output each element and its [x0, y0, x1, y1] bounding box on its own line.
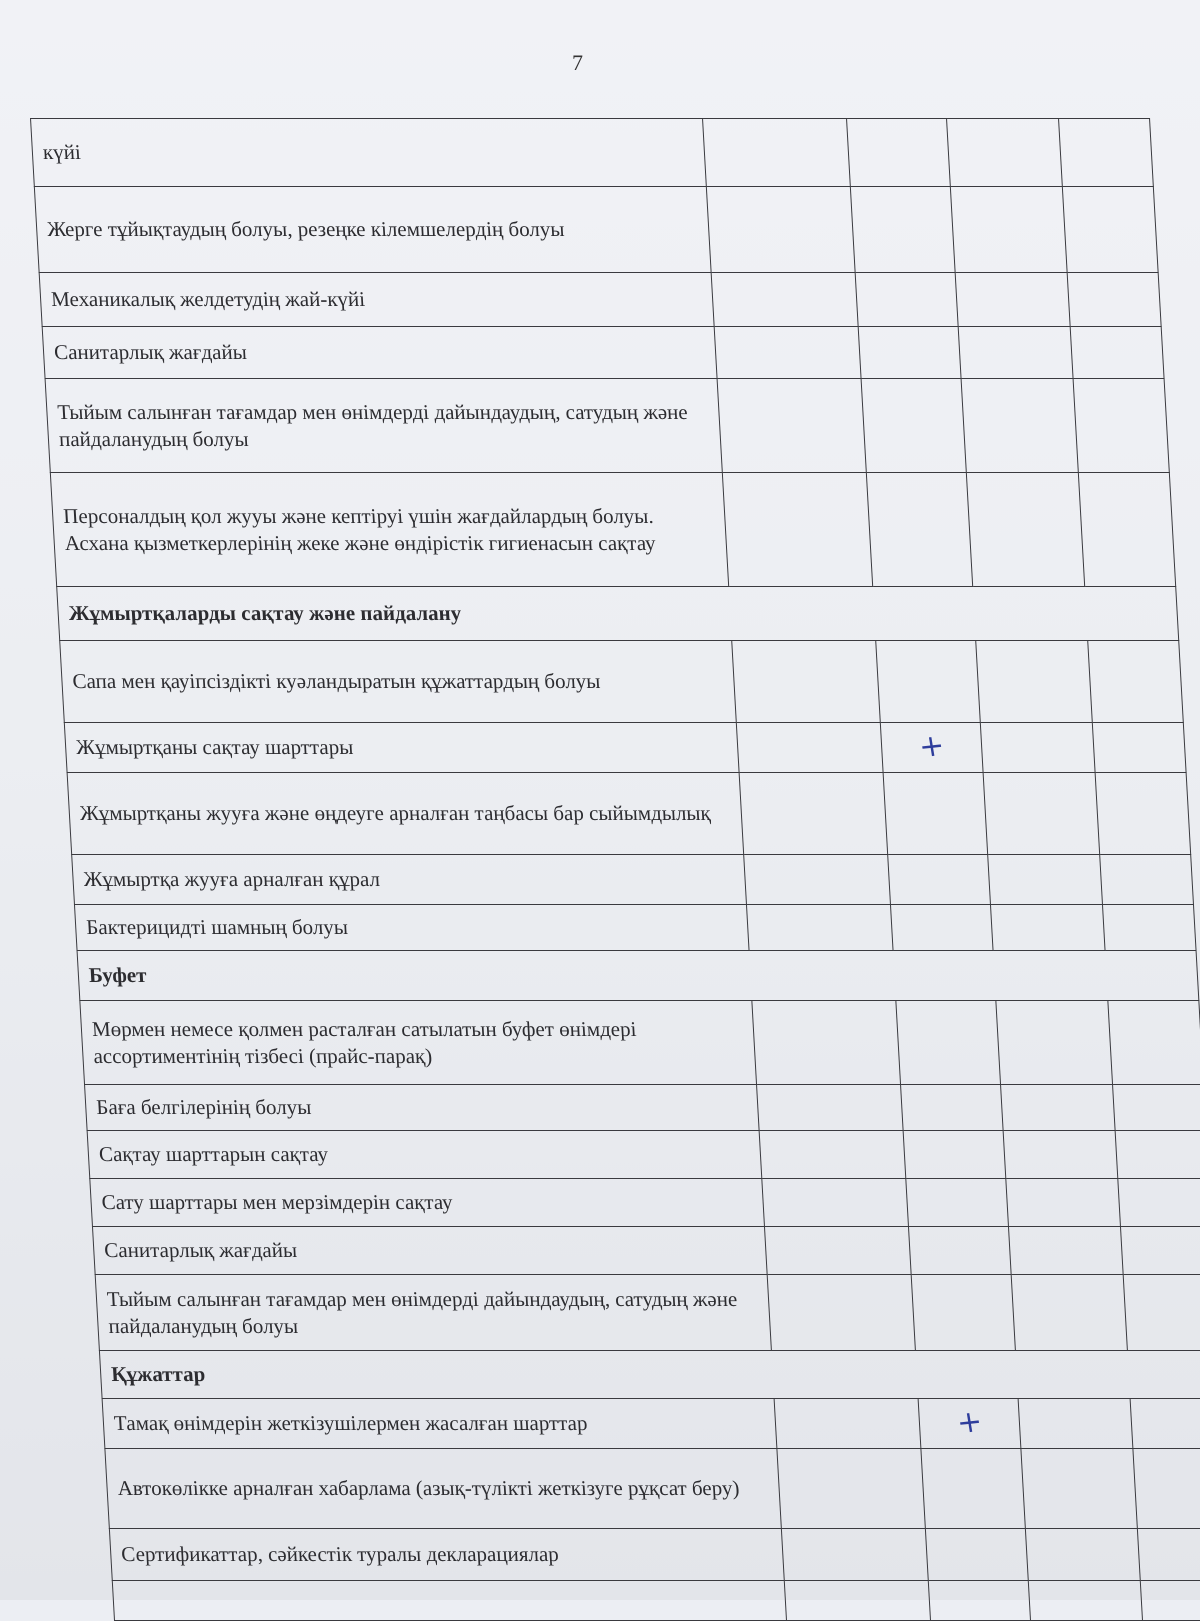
check-cell-3[interactable]	[1004, 1131, 1119, 1179]
check-cell-4[interactable]	[1103, 905, 1196, 951]
check-cell-1[interactable]	[765, 1227, 912, 1275]
check-cell-3[interactable]	[951, 187, 1068, 273]
check-cell-1[interactable]	[757, 1085, 903, 1131]
checklist-sheet	[30, 118, 1200, 1621]
criterion-label: Автокөлікке арналған хабарлама (азық-түлікті жеткізуге рұқсат беру)	[105, 1449, 782, 1529]
table-row	[102, 1399, 1200, 1449]
criterion-label: Бактерицидті шамның болуы	[74, 905, 749, 951]
check-cell-2[interactable]	[855, 273, 958, 327]
section-title: Құжаттар	[99, 1351, 1200, 1399]
check-cell-1[interactable]	[718, 379, 867, 473]
check-cell-3[interactable]	[1019, 1399, 1134, 1449]
criterion-label: Жұмыртқа жууға арналған құрал	[72, 855, 747, 905]
check-cell-4[interactable]	[1121, 1227, 1200, 1275]
check-cell-2[interactable]	[918, 1399, 1021, 1449]
check-cell-1[interactable]	[785, 1581, 931, 1621]
check-cell-4[interactable]	[1113, 1085, 1200, 1131]
table-row	[112, 1581, 1200, 1621]
check-cell-4[interactable]	[1141, 1581, 1200, 1621]
check-cell-4[interactable]	[1100, 855, 1193, 905]
criterion-label	[112, 1581, 787, 1621]
table-row	[109, 1529, 1200, 1581]
criterion-label: күйі	[31, 119, 707, 187]
page-number: 7	[572, 50, 583, 75]
check-cell-4[interactable]	[1095, 773, 1190, 855]
check-cell-3[interactable]	[962, 379, 1079, 473]
criterion-label: Персоналдың қол жууы және кептіруі үшін жағдайлардың болуы. Асхана қызметкерлерінің жеке және өндірістік гигиенасын сақтау	[50, 473, 729, 587]
check-cell-2[interactable]	[926, 1529, 1029, 1581]
criterion-label: Сақтау шарттарын сақтау	[87, 1131, 762, 1179]
check-cell-4[interactable]	[1079, 473, 1176, 587]
table-row	[67, 773, 1191, 855]
check-cell-3[interactable]	[976, 641, 1092, 723]
section-header-row	[57, 587, 1179, 641]
check-cell-3[interactable]	[959, 327, 1074, 379]
check-cell-2[interactable]	[851, 187, 956, 273]
check-cell-3[interactable]	[1026, 1529, 1141, 1581]
check-cell-2[interactable]	[861, 379, 966, 473]
check-cell-1[interactable]	[782, 1529, 929, 1581]
check-cell-2[interactable]	[911, 1275, 1015, 1351]
check-cell-1[interactable]	[762, 1179, 909, 1227]
check-cell-4[interactable]	[1063, 187, 1158, 273]
table-row	[87, 1131, 1200, 1179]
table-row	[105, 1449, 1200, 1529]
table-row	[60, 641, 1184, 723]
criterion-label: Механикалық желдетудің жай-күйі	[39, 273, 714, 327]
table-row	[80, 1001, 1200, 1085]
check-cell-3[interactable]	[1021, 1449, 1137, 1529]
criterion-label: Сертификаттар, сәйкестік туралы декларациялар	[109, 1529, 784, 1581]
check-cell-1[interactable]	[712, 273, 859, 327]
check-cell-2[interactable]	[896, 1001, 1001, 1085]
check-cell-2[interactable]	[888, 855, 991, 905]
check-cell-4[interactable]	[1133, 1449, 1200, 1529]
table-row	[39, 273, 1161, 327]
check-cell-2[interactable]	[906, 1179, 1009, 1227]
check-cell-2[interactable]	[891, 905, 994, 951]
check-cell-2[interactable]	[847, 119, 951, 187]
section-title: Жұмыртқаларды сақтау және пайдалану	[57, 587, 1179, 641]
check-cell-4[interactable]	[1068, 273, 1162, 327]
check-cell-3[interactable]	[1001, 1085, 1115, 1131]
table-row	[95, 1275, 1200, 1351]
section-header-row	[77, 951, 1199, 1001]
check-cell-1[interactable]	[744, 855, 891, 905]
criterion-label: Сату шарттары мен мерзімдерін сақтау	[90, 1179, 765, 1227]
table-row	[45, 379, 1169, 473]
check-cell-1[interactable]	[777, 1449, 925, 1529]
check-cell-3[interactable]	[947, 119, 1063, 187]
check-cell-2[interactable]	[883, 773, 988, 855]
check-cell-1[interactable]	[707, 187, 856, 273]
table-row	[42, 327, 1164, 379]
check-cell-1[interactable]	[752, 1001, 901, 1085]
criterion-label: Жұмыртқаны жууға және өңдеуге арналған таңбасы бар сыйымдылық	[67, 773, 744, 855]
check-cell-3[interactable]	[984, 773, 1100, 855]
check-cell-2[interactable]	[903, 1131, 1006, 1179]
check-cell-2[interactable]	[867, 473, 974, 587]
check-cell-3[interactable]	[1009, 1227, 1124, 1275]
check-cell-4[interactable]	[1059, 119, 1153, 187]
section-title: Буфет	[77, 951, 1199, 1001]
check-cell-1[interactable]	[760, 1131, 907, 1179]
check-cell-4[interactable]	[1138, 1529, 1200, 1581]
criterion-label: Мөрмен немесе қолмен расталған сатылатын буфет өнімдері ассортиментінің тізбесі (прайс-парақ)	[80, 1001, 757, 1085]
check-cell-3[interactable]	[991, 905, 1105, 951]
criterion-label: Жерге тұйықтаудың болуы, резеңке кілемшелердің болуы	[34, 187, 711, 273]
check-cell-2[interactable]	[881, 723, 984, 773]
criterion-label: Тыйым салынған тағамдар мен өнімдерді дайындаудың, сатудың және пайдаланудың болуы	[45, 379, 723, 473]
check-cell-2[interactable]	[901, 1085, 1004, 1131]
table-row	[85, 1085, 1200, 1131]
criterion-label: Тыйым салынған тағамдар мен өнімдерді дайындаудың, сатудың және пайдаланудың болуы	[95, 1275, 772, 1351]
table-row	[90, 1179, 1200, 1227]
check-cell-2[interactable]	[909, 1227, 1012, 1275]
table-row	[50, 473, 1175, 587]
check-cell-3[interactable]	[967, 473, 1085, 587]
check-cell-1[interactable]	[775, 1399, 922, 1449]
check-cell-1[interactable]	[740, 773, 888, 855]
checklist-table	[30, 118, 1200, 1621]
check-cell-3[interactable]	[996, 1001, 1113, 1085]
check-cell-3[interactable]	[981, 723, 1096, 773]
check-cell-1[interactable]	[732, 641, 880, 723]
criterion-label: Жұмыртқаны сақтау шарттары	[64, 723, 739, 773]
table-row	[34, 187, 1158, 273]
check-cell-2[interactable]	[858, 327, 961, 379]
check-cell-2[interactable]	[921, 1449, 1026, 1529]
check-cell-1[interactable]	[768, 1275, 916, 1351]
table-row	[92, 1227, 1200, 1275]
criterion-label: Сапа мен қауіпсіздікті куәландыратын құжаттардың болуы	[60, 641, 737, 723]
check-cell-4[interactable]	[1088, 641, 1183, 723]
criterion-label: Санитарлық жағдайы	[42, 327, 717, 379]
criterion-label: Санитарлық жағдайы	[92, 1227, 767, 1275]
check-cell-4[interactable]	[1124, 1275, 1200, 1351]
table-row	[74, 905, 1196, 951]
check-cell-3[interactable]	[956, 273, 1071, 327]
check-cell-4[interactable]	[1130, 1399, 1200, 1449]
check-cell-2[interactable]	[876, 641, 981, 723]
check-cell-4[interactable]	[1071, 327, 1165, 379]
section-header-row	[99, 1351, 1200, 1399]
check-cell-4[interactable]	[1115, 1131, 1200, 1179]
check-cell-1[interactable]	[715, 327, 862, 379]
check-cell-1[interactable]	[747, 905, 893, 951]
check-cell-1[interactable]	[703, 119, 851, 187]
table-row	[64, 723, 1186, 773]
criterion-label: Баға белгілерінің болуы	[85, 1085, 760, 1131]
check-cell-3[interactable]	[1006, 1179, 1121, 1227]
check-cell-3[interactable]	[1012, 1275, 1128, 1351]
handwritten-mark: +	[916, 727, 948, 765]
check-cell-4[interactable]	[1108, 1001, 1200, 1085]
check-cell-4[interactable]	[1073, 379, 1169, 473]
check-cell-1[interactable]	[723, 473, 873, 587]
handwritten-mark: +	[954, 1403, 986, 1441]
check-cell-2[interactable]	[929, 1581, 1031, 1621]
criterion-label: Тамақ өнімдерін жеткізушілермен жасалған шарттар	[102, 1399, 777, 1449]
check-cell-3[interactable]	[1029, 1581, 1143, 1621]
table-row	[31, 119, 1154, 187]
check-cell-4[interactable]	[1093, 723, 1186, 773]
check-cell-3[interactable]	[988, 855, 1103, 905]
check-cell-1[interactable]	[737, 723, 884, 773]
table-row	[72, 855, 1194, 905]
check-cell-4[interactable]	[1118, 1179, 1200, 1227]
